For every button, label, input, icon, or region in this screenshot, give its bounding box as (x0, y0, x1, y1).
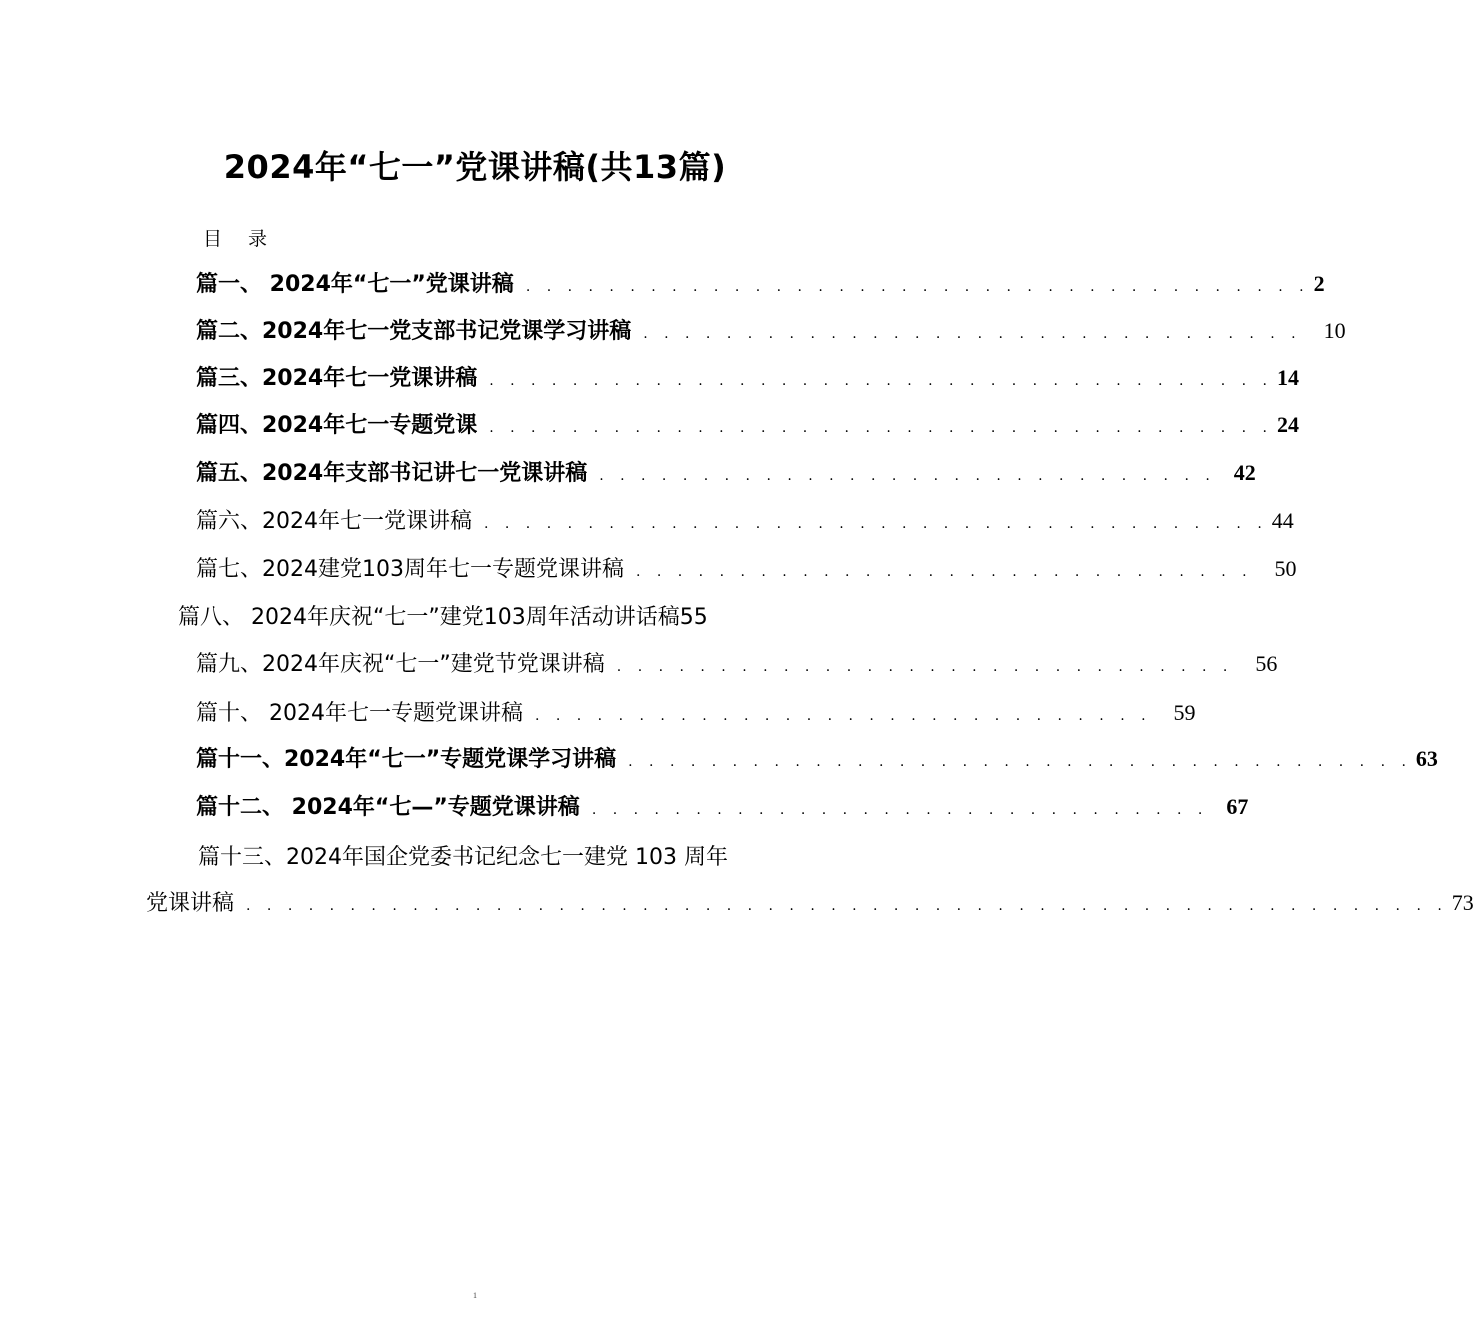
toc-entry-page: 14 (1277, 365, 1299, 390)
toc-entry-label: 篇四、2024年七一专题党课 (196, 413, 478, 438)
toc-entry-2[interactable] (196, 314, 1346, 344)
toc-entry-11[interactable] (196, 742, 1438, 772)
dot-leader: . . . . . . . . . . . . . . . . . . . . . . . . . . . . . . . . . . . . . . (484, 516, 1268, 532)
toc-entry-1[interactable] (196, 267, 1325, 297)
toc-heading: 目录 (203, 228, 294, 250)
toc-entry-page: 2 (1313, 271, 1325, 296)
toc-entry-label: 篇一、 2024年“七一”党课讲稿 (196, 272, 514, 297)
toc-entry-label: 篇六、2024年七一党课讲稿 (196, 509, 472, 534)
toc-entry-8[interactable] (178, 600, 838, 630)
toc-entry-label: 篇十、 2024年七一专题党课讲稿 (196, 701, 523, 726)
toc-entry-7[interactable] (196, 552, 1297, 582)
toc-entry-label: 篇九、2024年庆祝“七一”建党节党课讲稿 (196, 652, 605, 677)
toc-entry-page: 10 (1323, 318, 1346, 343)
page-title: 2024年“七一”党课讲稿(共13篇) (223, 148, 727, 186)
dot-leader: . . . . . . . . . . . . . . . . . . . . . . . . . . . . . . (635, 564, 1253, 580)
toc-entry-page: 63 (1415, 746, 1438, 771)
toc-entry-5[interactable] (196, 456, 1256, 486)
dot-leader: . . . . . . . . . . . . . . . . . . . . . . . . . . . . . . . . . . . . . . (525, 279, 1310, 295)
toc-entry-page: 42 (1233, 460, 1256, 485)
toc-entry-page: 55 (679, 605, 708, 630)
dot-leader: . . . . . . . . . . . . . . . . . . . . . . . . . . . . . . (599, 468, 1216, 484)
toc-entry-label: 篇五、2024年支部书记讲七一党课讲稿 (196, 461, 588, 486)
dot-leader: . . . . . . . . . . . . . . . . . . . . . . . . . . . . . . . . . . . . . . (489, 420, 1273, 436)
toc-entry-label: 篇八、 2024年庆祝“七一”建党103周年活动讲话稿 (178, 605, 680, 630)
toc-entry-page: 67 (1226, 794, 1249, 819)
toc-entry-label: 篇十二、 2024年“七—”专题党课讲稿 (196, 795, 580, 820)
toc-entry-page: 56 (1255, 651, 1278, 676)
toc-entry-3[interactable] (196, 361, 1299, 391)
dot-leader: . . . . . . . . . . . . . . . . . . . . . . . . . . . . . . (616, 659, 1234, 675)
toc-entry-page: 73 (1451, 890, 1474, 915)
dot-leader: . . . . . . . . . . . . . . . . . . . . . . . . . . . . . . . . . . . . . . . . . . . . . . . . . . . . . . . . . . (246, 898, 1448, 914)
toc-entry-6[interactable] (196, 504, 1294, 534)
dot-leader: . . . . . . . . . . . . . . . . . . . . . . . . . . . . . . (591, 802, 1209, 818)
toc-entry-label: 篇十一、2024年“七一”专题党课学习讲稿 (196, 747, 617, 772)
toc-entry-label: 篇七、2024建党103周年七一专题党课讲稿 (196, 557, 624, 582)
toc-entry-9[interactable] (196, 647, 1278, 677)
toc-entry-label: 党课讲稿 (146, 891, 235, 916)
dot-leader: . . . . . . . . . . . . . . . . . . . . . . . . . . . . . . . . . . . . . . (628, 754, 1412, 770)
toc-entry-10[interactable] (196, 696, 1196, 726)
toc-entry-page: 24 (1277, 412, 1299, 437)
dot-leader: . . . . . . . . . . . . . . . . . . . . . . . . . . . . . . . . . . . . . . (489, 373, 1273, 389)
toc-entry-13[interactable] (146, 886, 1474, 916)
dot-leader: . . . . . . . . . . . . . . . . . . . . . . . . . . . . . . . . (643, 326, 1302, 342)
toc-entry-4[interactable] (196, 408, 1299, 438)
toc-entry-12[interactable] (196, 790, 1249, 820)
toc-entry-page: 44 (1271, 508, 1294, 533)
toc-entry-page: 50 (1274, 556, 1297, 581)
toc-entry-13-line1[interactable]: 篇十三、2024年国企党委书记纪念七一建党 103 周年 (198, 845, 728, 870)
dot-leader: . . . . . . . . . . . . . . . . . . . . . . . . . . . . . . (534, 708, 1152, 724)
footer-page-number: 1 (473, 1291, 477, 1300)
toc-entry-label: 篇二、2024年七一党支部书记党课学习讲稿 (196, 319, 632, 344)
toc-entry-label: 篇三、2024年七一党课讲稿 (196, 366, 478, 391)
toc-entry-page: 59 (1173, 700, 1196, 725)
